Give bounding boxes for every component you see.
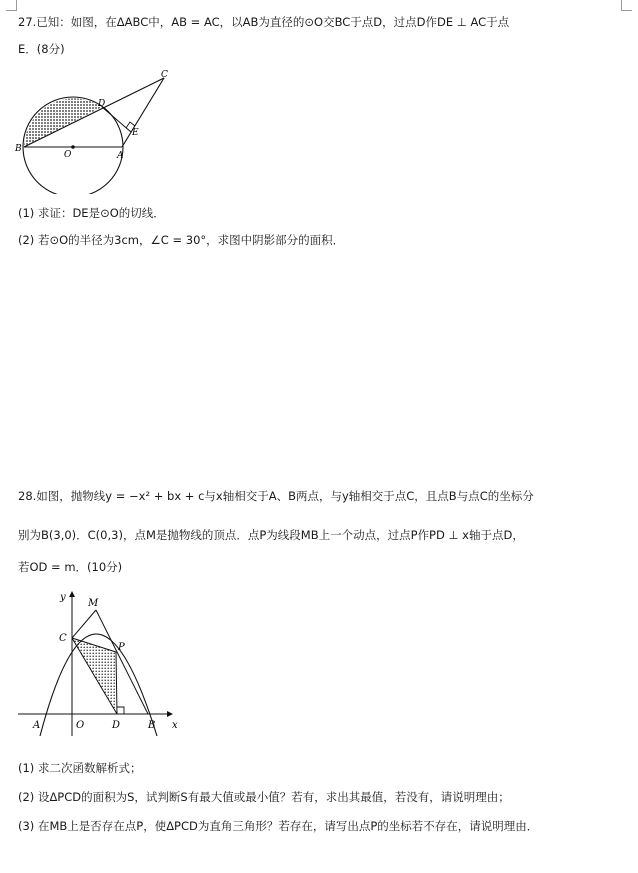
shaded-segment bbox=[24, 98, 102, 147]
right-angle-mark-d bbox=[117, 707, 124, 714]
problem-27-question-2: (2) 若⊙O的半径为3cm，∠C = 30°，求图中阴影部分的面积． bbox=[18, 233, 345, 247]
problem-28-statement-line-2: 别为B(3,0)．C(0,3)，点M是抛物线的顶点．点P为线段MB上一个动点，过点P作PD ⊥ x轴于点D， bbox=[18, 528, 524, 542]
label-e: E bbox=[132, 128, 139, 138]
center-dot bbox=[71, 145, 75, 149]
page-corner-mark-left bbox=[6, 0, 17, 11]
label-x: x bbox=[172, 720, 178, 731]
segment-de bbox=[102, 107, 131, 132]
label-b: B bbox=[148, 720, 156, 731]
problem-27-statement-line-1: 27.已知：如图，在ΔABC中，AB = AC，以AB为直径的⊙O交BC于点D，过点D作DE ⊥ AC于点 bbox=[18, 15, 510, 29]
label-d: D bbox=[112, 720, 121, 731]
segment-cm bbox=[72, 610, 96, 638]
problem-28-figure bbox=[14, 586, 184, 741]
problem-28-statement-line-1: 28.如图，抛物线y = −x² + bx + c与x轴相交于A、B两点，与y轴相交于点C，且点B与点C的坐标分 bbox=[18, 489, 534, 503]
label-d: D bbox=[98, 99, 106, 109]
problem-28-statement-line-3: 若OD = m．(10分) bbox=[18, 560, 123, 574]
label-o: O bbox=[76, 720, 85, 731]
label-p: P bbox=[118, 642, 125, 653]
problem-28-question-3: (3) 在MB上是否存在点P，使ΔPCD为直角三角形？若存在，请写出点P的坐标若不存在，请说明理由． bbox=[18, 819, 539, 833]
label-m: M bbox=[88, 598, 99, 609]
label-c: C bbox=[59, 633, 67, 644]
label-a: A bbox=[33, 720, 41, 731]
problem-28-question-2: (2) 设ΔPCD的面积为S，试判断S有最大值或最小值？若有，求出其最值，若没有，请说明理由； bbox=[18, 790, 510, 804]
problem-27-question-1: (1) 求证：DE是⊙O的切线． bbox=[18, 206, 165, 220]
problem-27-figure bbox=[14, 68, 174, 194]
label-b: B bbox=[15, 144, 22, 154]
page-corner-mark-right bbox=[621, 0, 632, 11]
label-c: C bbox=[161, 70, 168, 80]
label-a: A bbox=[117, 151, 124, 161]
label-y: y bbox=[60, 592, 66, 603]
label-o: O bbox=[64, 150, 72, 160]
problem-28-question-1: (1) 求二次函数解析式； bbox=[18, 761, 142, 775]
problem-27-statement-line-2: E．(8分) bbox=[18, 42, 65, 56]
